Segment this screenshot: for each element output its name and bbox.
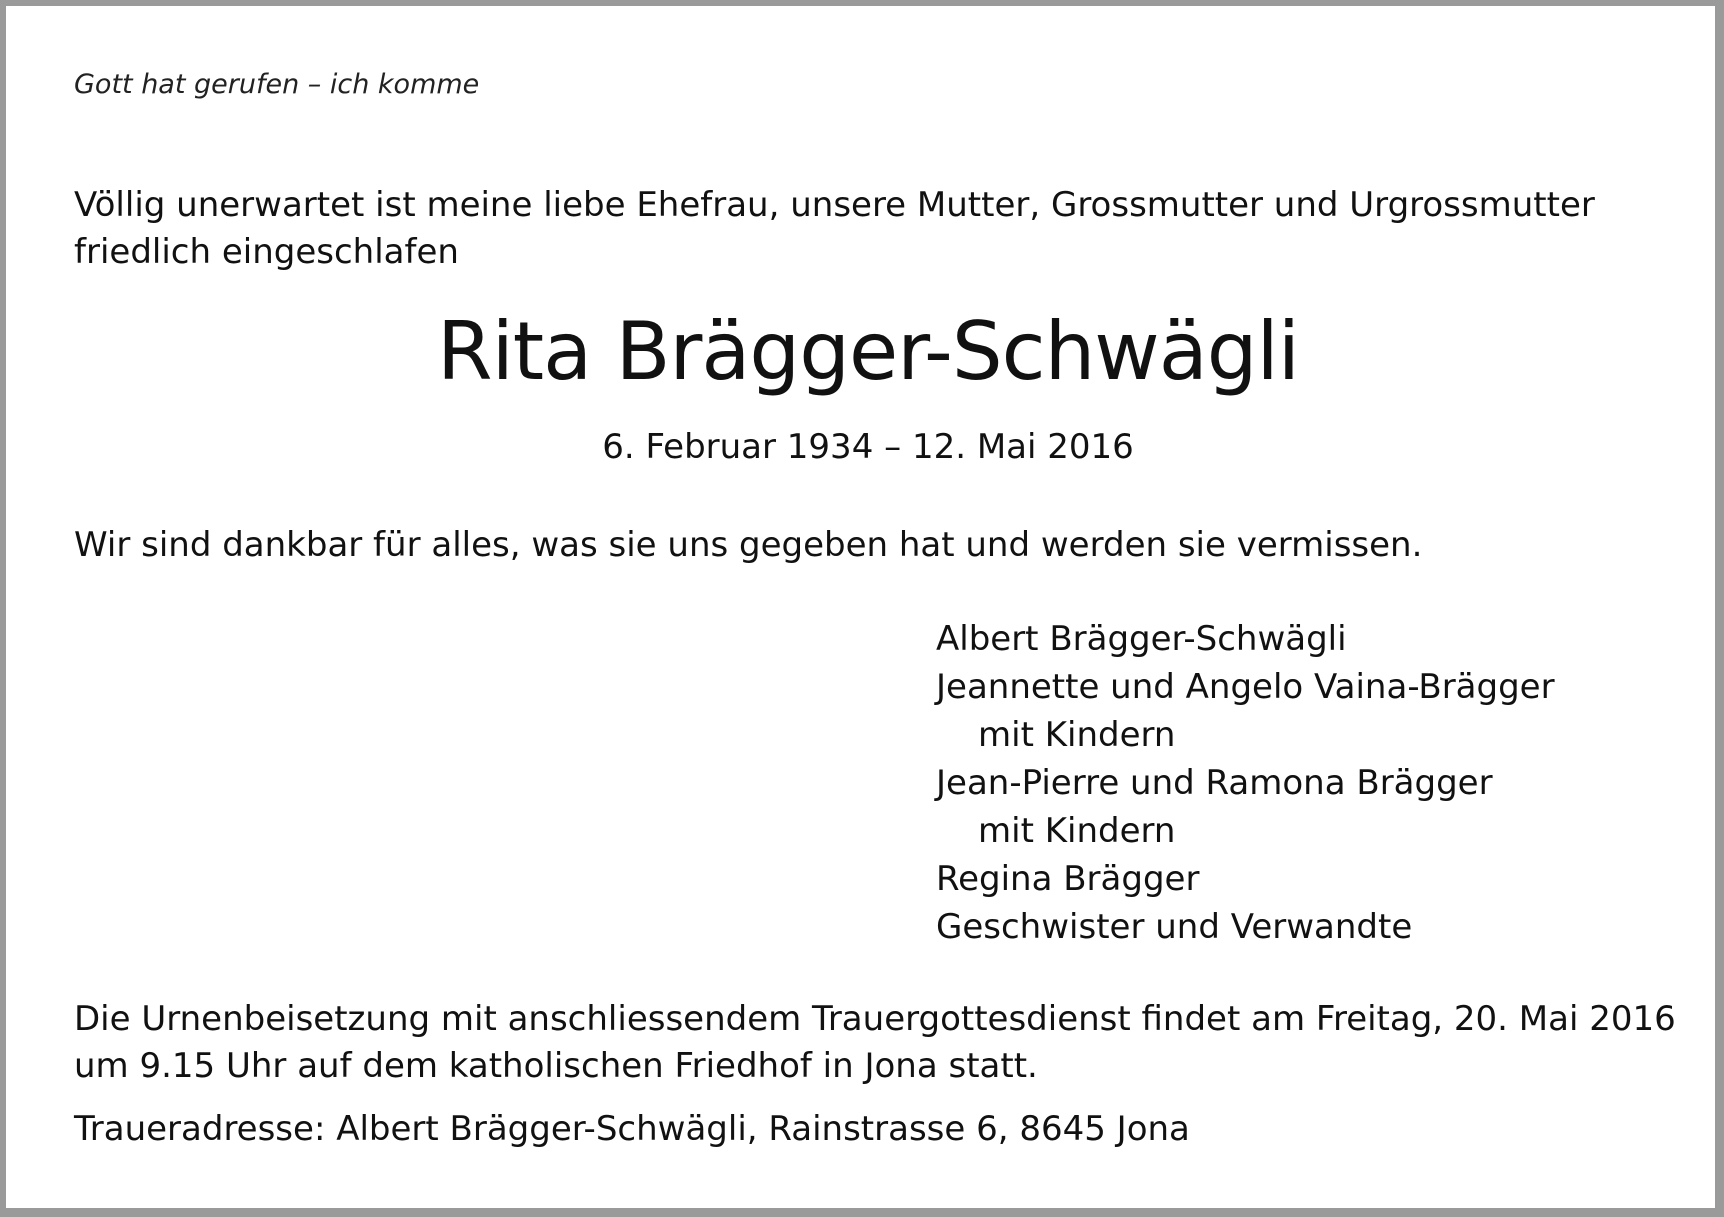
family-member-note: mit Kindern: [978, 811, 1176, 851]
ceremony-info: [74, 996, 1676, 1090]
family-member: Geschwister und Verwandte: [936, 907, 1413, 947]
motto-text: Gott hat gerufen – ich komme: [74, 69, 480, 100]
ceremony-line: Die Urnenbeisetzung mit anschliessendem Trauergottesdienst findet am Freitag, 20. Mai 2016: [74, 999, 1676, 1039]
intro-paragraph: [74, 182, 1674, 276]
family-member: Albert Brägger-Schwägli: [936, 619, 1347, 659]
intro-line: Völlig unerwartet ist meine liebe Ehefrau, unsere Mutter, Grossmutter und Urgrossmutter: [74, 185, 1595, 225]
family-member: Regina Brägger: [936, 859, 1200, 899]
ceremony-line: um 9.15 Uhr auf dem katholischen Friedhof in Jona statt.: [74, 1046, 1038, 1086]
family-member: Jeannette und Angelo Vaina-Brägger: [936, 667, 1555, 707]
family-member: Jean-Pierre und Ramona Brägger: [936, 763, 1493, 803]
life-dates: 6. Februar 1934 – 12. Mai 2016: [602, 427, 1134, 467]
family-list: [936, 615, 1555, 951]
mourning-address: Traueradresse: Albert Brägger-Schwägli, Rainstrasse 6, 8645 Jona: [74, 1109, 1190, 1149]
intro-line: friedlich eingeschlafen: [74, 232, 459, 272]
family-member-note: mit Kindern: [978, 715, 1176, 755]
thanks-text: Wir sind dankbar für alles, was sie uns gegeben hat und werden sie vermissen.: [74, 525, 1423, 565]
deceased-name: Rita Brägger-Schwägli: [436, 305, 1299, 398]
